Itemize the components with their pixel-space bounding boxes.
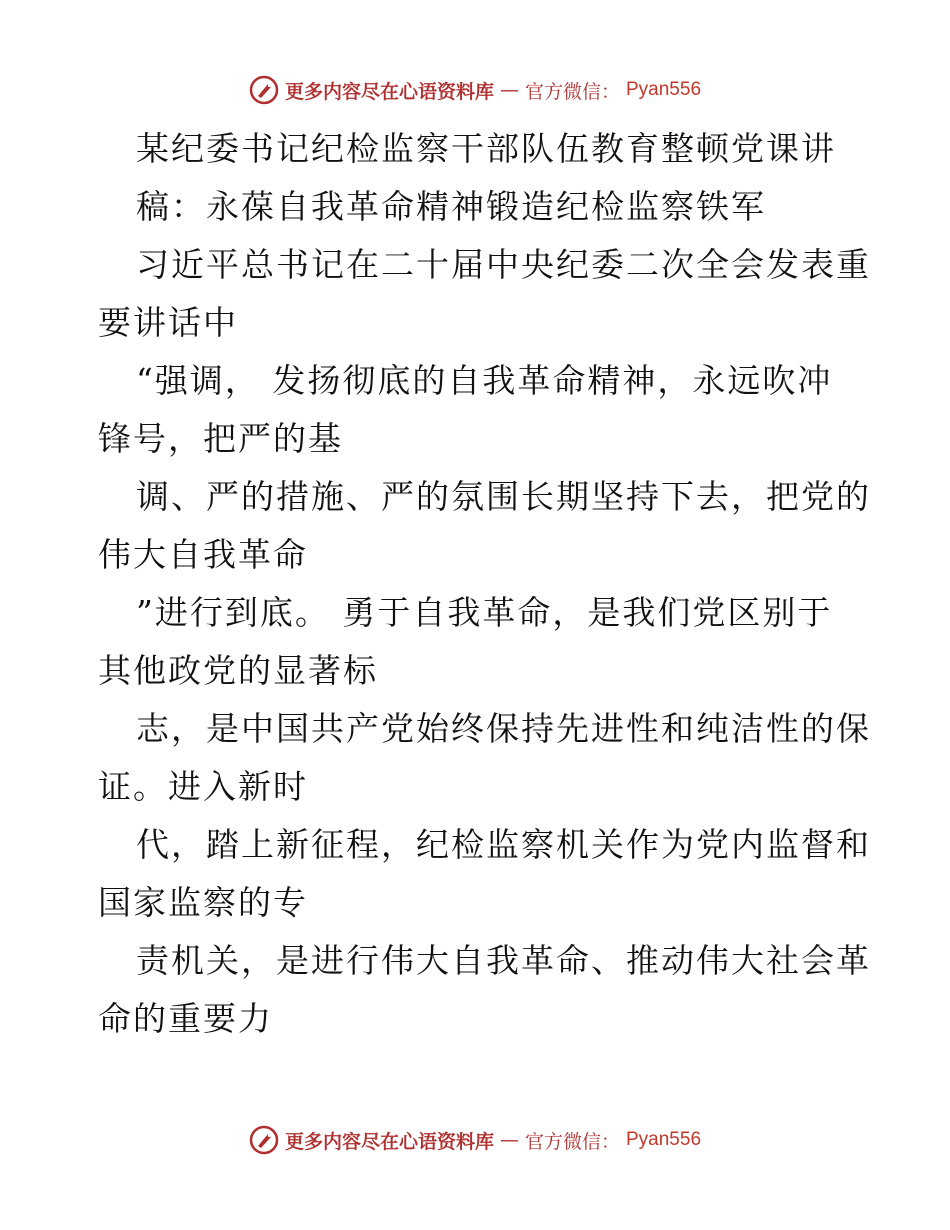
document-body [98,120,871,1048]
document-title-line-1: 某纪委书记纪检监察干部队伍教育整顿党课讲 [136,129,836,168]
banner-main-text: 更多内容尽在心语资料库 [284,1130,494,1153]
paragraph-line: 伟大自我革命 [98,535,308,574]
footer-banner [0,1120,950,1160]
paragraph-line: “强调， 发扬彻底的自我革命精神，永远吹冲 [136,361,833,400]
paragraph-line: 责机关，是进行伟大自我革命、推动伟大社会革 [136,941,871,980]
banner-wechat-label: 官方微信： [524,1130,620,1153]
document-title-line-2: 稿：永葆自我革命精神锻造纪检监察铁军 [136,187,766,226]
paragraph-line: 锋号，把严的基 [98,419,343,458]
banner-separator: — [499,79,519,101]
paragraph-line: ”进行到底。 勇于自我革命，是我们党区别于 [136,593,833,632]
banner-wechat-id: Pyan556 [626,1129,702,1150]
pen-nib-logo-icon [249,1125,279,1155]
paragraph-line: 习近平总书记在二十届中央纪委二次全会发表重 [136,245,871,284]
paragraph-line: 志，是中国共产党始终保持先进性和纯洁性的保 [136,709,871,748]
header-banner [0,70,950,110]
paragraph-line: 代，踏上新征程，纪检监察机关作为党内监督和 [136,825,871,864]
banner-wechat-id: Pyan556 [626,79,702,100]
paragraph-line: 要讲话中 [98,303,238,342]
banner-main-text: 更多内容尽在心语资料库 [284,80,494,103]
paragraph-line: 国家监察的专 [98,883,308,922]
paragraph-line: 证。进入新时 [98,767,308,806]
pen-nib-logo-icon [249,75,279,105]
banner-wechat-label: 官方微信： [524,80,620,103]
paragraph-line: 其他政党的显著标 [98,651,378,690]
banner-separator: — [499,1129,519,1151]
paragraph-line: 调、严的措施、严的氛围长期坚持下去，把党的 [136,477,871,516]
paragraph-line: 命的重要力 [98,999,273,1038]
